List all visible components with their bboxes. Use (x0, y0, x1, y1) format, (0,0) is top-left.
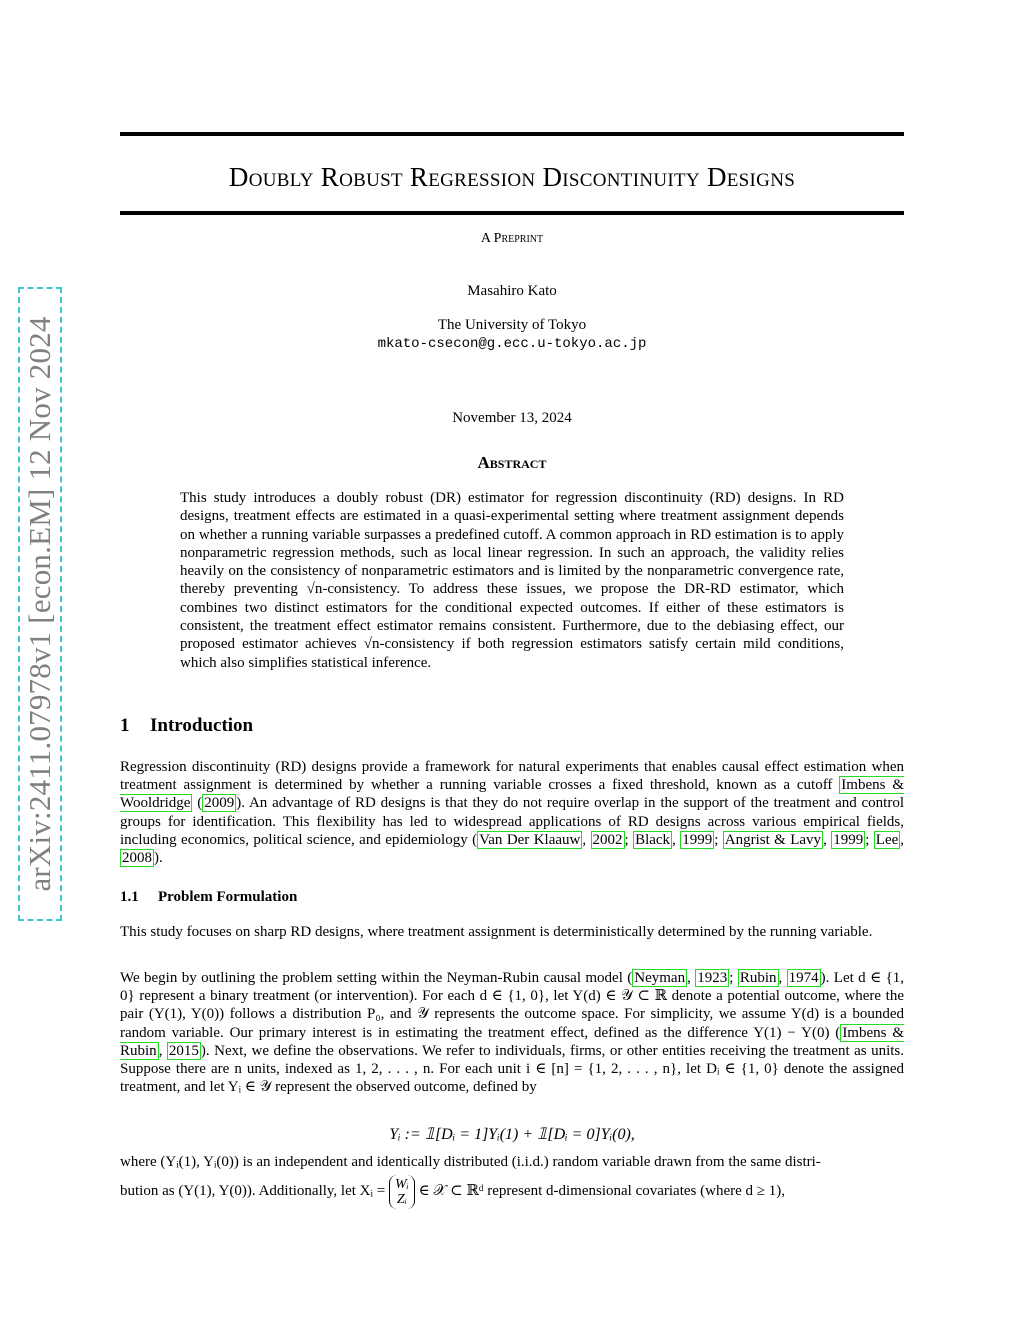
citation-link[interactable]: Rubin (739, 970, 777, 986)
arxiv-stamp-text: arXiv:2411.07978v1 [econ.EM] 12 Nov 2024 (22, 316, 57, 892)
outcome-equation: Yᵢ := 𝟙[Dᵢ = 1]Yᵢ(1) + 𝟙[Dᵢ = 0]Yᵢ(0), (389, 1126, 635, 1143)
title-rule-bottom (120, 211, 904, 215)
problem-paragraph-4: bution as (Y(1), Y(0)). Additionally, let Xᵢ = Wᵢ Zᵢ ∈ 𝒳 ⊂ ℝᵈ represent d-dimensional covariates (where d ≥ 1), (120, 1176, 785, 1207)
author-name: Masahiro Kato (467, 283, 557, 299)
citation-link[interactable]: Neyman (634, 970, 686, 986)
abstract-heading: Abstract (477, 453, 547, 472)
author-email[interactable]: mkato-csecon@g.ecc.u-tokyo.ac.jp (377, 336, 647, 352)
citation-link[interactable]: Angrist & Lavy (724, 831, 822, 848)
abstract-body: This study introduces a doubly robust (DR) estimator for regression discontinuity (RD) designs. In RD designs, treatment effects are estimated in a quasi-experimental setting where treatment assignment depends on whether a running variable surpasses a predefined cutoff. A common approach in RD estimation is to apply nonparametric regression methods, such as local linear regression. In such an approach, the validity relies heavily on the consistency of nonparametric estimators and is limited by the nonparametric convergence rate, thereby preventing √n-consistency. To address these issues, we propose the DR-RD estimator, which combines two distinct estimators for the conditional expected outcomes. If either of these estimators is consistent, the treatment effect estimator remains consistent. Furthermore, due to the debiasing effect, our proposed estimator achieves √n-consistency if both regression estimators satisfy certain mild conditions, which also simplifies statistical inference. (180, 490, 844, 671)
subsection-heading-problem-formulation (120, 889, 297, 906)
citation-link[interactable]: 2008 (122, 850, 152, 867)
problem-paragraph-2: We begin by outlining the problem setting within the Neyman-Rubin causal model ( Neyman , 1923 ; Rubin , 1974 ). Let d ∈ {1, 0} represent a binary treatment (or intervention). For each d ∈ {1, 0}, let Y(d) ∈ 𝒴 ⊂ ℝ denote a potential outcome, where the pair (Y(1), Y(0)) follows a distribution P₀, and 𝒴 represents the outcome space. For simplicity, we assume Y(d) is a bounded random variable. Our primary interest is in estimating the treatment effect, defined as the difference Y(1) − Y(0) ( Imbens & Rubin , 2015 ). Next, we define the observations. We refer to individuals, firms, or other entities receiving the treatment as units. Suppose there are n units, indexed as 1, 2, . . . , n. For each unit i ∈ [n] = {1, 2, . . . , n}, let Dᵢ ∈ {1, 0} denote the assigned treatment, and let Yᵢ ∈ 𝒴 represent the observed outcome, defined by (120, 970, 905, 1096)
citation-link[interactable]: Black (635, 831, 671, 848)
paper-title: Doubly Robust Regression Discontinuity Designs (228, 162, 796, 192)
citation-link[interactable]: 1923 (697, 970, 728, 986)
section-title: Introduction (150, 715, 254, 736)
intro-paragraph: Regression discontinuity (RD) designs provide a framework for natural experiments that enables causal effect estimation when treatment assignment is determined by whether a running variable crosses a fixed threshold, known as a cutoff Imbens & Wooldridge ( 2009 ). An advantage of RD designs is that they do not require overlap in the support of the treatment and control groups for identification. This flexibility has led to widespread applications of RD designs across various empirical fields, including economics, political science, and epidemiology ( Van Der Klaauw , 2002 ; Black , 1999 ; Angrist & Lavy , 1999 ; Lee , 2008 ). (120, 759, 905, 867)
author-affiliation: The University of Tokyo (437, 317, 587, 333)
subsection-title: Problem Formulation (158, 889, 298, 905)
citation-link[interactable]: Van Der Klaauw (479, 831, 581, 848)
citation-link[interactable]: 1974 (788, 970, 819, 986)
section-heading-introduction (120, 715, 253, 737)
problem-paragraph-3: where (Yᵢ(1), Yᵢ(0)) is an independent and identically distributed (i.i.d.) random variable drawn from the same distri- (120, 1154, 821, 1170)
citation-link[interactable]: Imbens & Wooldridge (120, 777, 904, 812)
subsection-number: 1.1 (120, 889, 139, 905)
citation-link[interactable]: Imbens & Rubin (120, 1024, 904, 1059)
citation-link[interactable]: 1999 (833, 831, 864, 848)
problem-paragraph-1: This study focuses on sharp RD designs, where treatment assignment is deterministically determined by the running variable. (120, 924, 873, 940)
title-rule-top (120, 132, 904, 136)
citation-link[interactable]: Lee (875, 831, 899, 848)
citation-link[interactable]: 2015 (168, 1042, 199, 1059)
section-number: 1 (120, 715, 130, 736)
paper-date: November 13, 2024 (452, 410, 572, 426)
citation-link[interactable]: 2009 (204, 795, 235, 812)
preprint-label: A Preprint (480, 231, 544, 246)
citation-link[interactable]: 1999 (682, 831, 713, 848)
citation-link[interactable]: 2002 (592, 831, 623, 848)
covariate-vector: Wᵢ Zᵢ (389, 1175, 415, 1209)
arxiv-side-stamp (18, 287, 62, 921)
